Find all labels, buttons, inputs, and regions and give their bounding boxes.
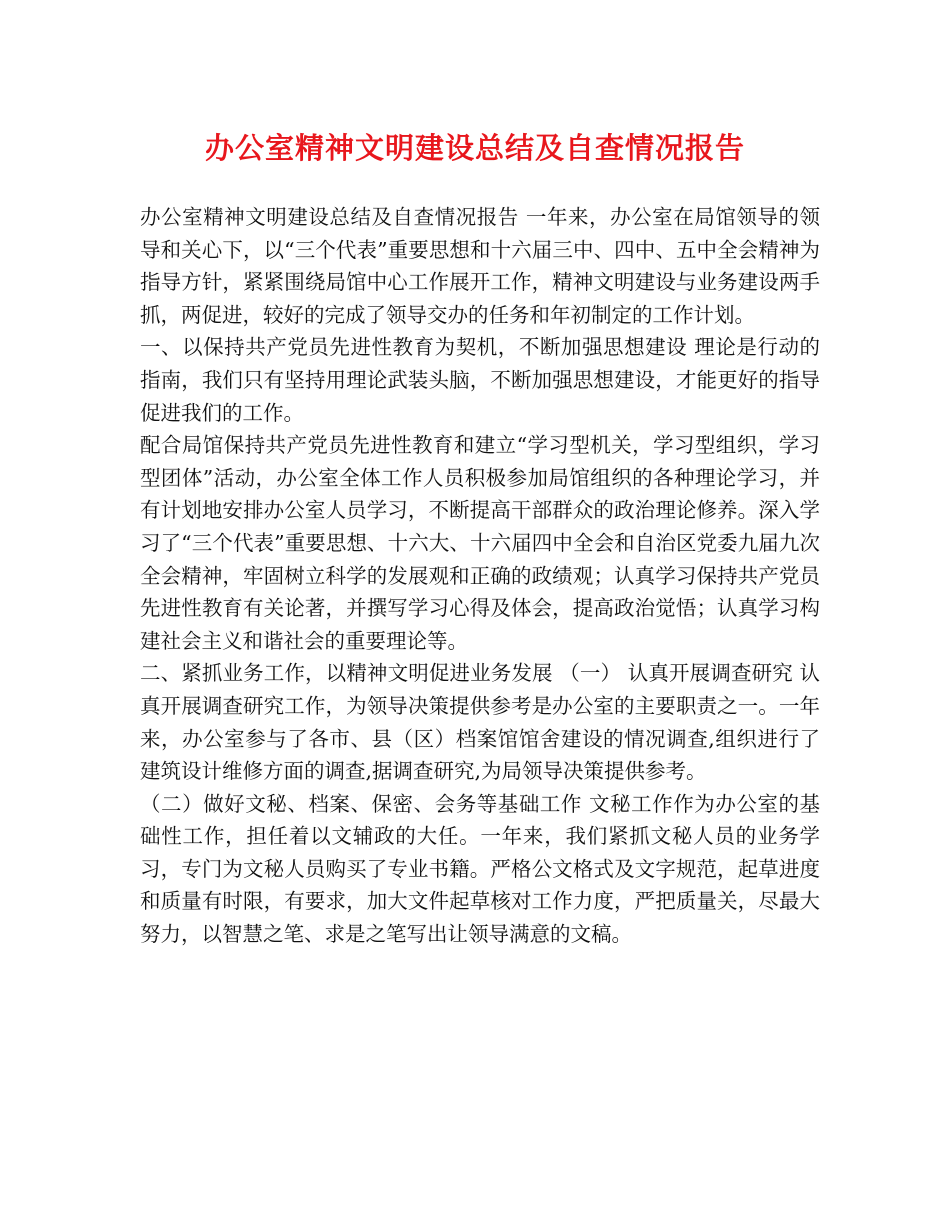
paragraph-section-2: 二、紧抓业务工作，以精神文明促进业务发展 （一） 认真开展调查研究 认真开展调查研究工作，为领导决策提供参考是办公室的主要职责之一。一年来，办公室参与了各市、县（区）档案馆馆舍建设的情况调查,组织进行了建筑设计维修方面的调查,据调查研究,为局领导决策提供参考。 bbox=[140, 661, 820, 784]
paragraph-section-2-sub-2: （二）做好文秘、档案、保密、会务等基础工作 文秘工作作为办公室的基础性工作，担任着以文辅政的大任。一年来，我们紧抓文秘人员的业务学习，专门为文秘人员购买了专业书籍。严格公文格式及文字规范，起草进度和质量有时限，有要求，加大文件起草核对工作力度，严把质量关，尽最大努力，以智慧之笔、求是之笔写出让领导满意的文稿。 bbox=[140, 791, 820, 947]
paragraph-intro: 办公室精神文明建设总结及自查情况报告 一年来，办公室在局馆领导的领导和关心下，以“三个代表”重要思想和十六届三中、四中、五中全会精神为指导方针，紧紧围绕局馆中心工作展开工作，精神文明建设与业务建设两手抓，两促进，较好的完成了领导交办的任务和年初制定的工作计划。 bbox=[140, 205, 820, 327]
document-body bbox=[140, 201, 820, 951]
paragraph-section-1-heading: 一、以保持共产党员先进性教育为契机，不断加强思想建设 理论是行动的指南，我们只有坚持用理论武装头脑，不断加强思想建设，才能更好的指导促进我们的工作。 bbox=[140, 335, 820, 425]
paragraph-section-1-body: 配合局馆保持共产党员先进性教育和建立“学习型机关，学习型组织，学习型团体”活动，办公室全体工作人员积极参加局馆组织的各种理论学习，并有计划地安排办公室人员学习，不断提高干部群众的政治理论修养。深入学习了“三个代表”重要思想、十六大、十六届四中全会和自治区党委九届九次全会精神，牢固树立科学的发展观和正确的政绩观；认真学习保持共产党员先进性教育有关论著，并撰写学习心得及体会，提高政治觉悟；认真学习构建社会主义和谐社会的重要理论等。 bbox=[140, 433, 820, 653]
document-title: 办公室精神文明建设总结及自查情况报告 bbox=[204, 131, 745, 165]
